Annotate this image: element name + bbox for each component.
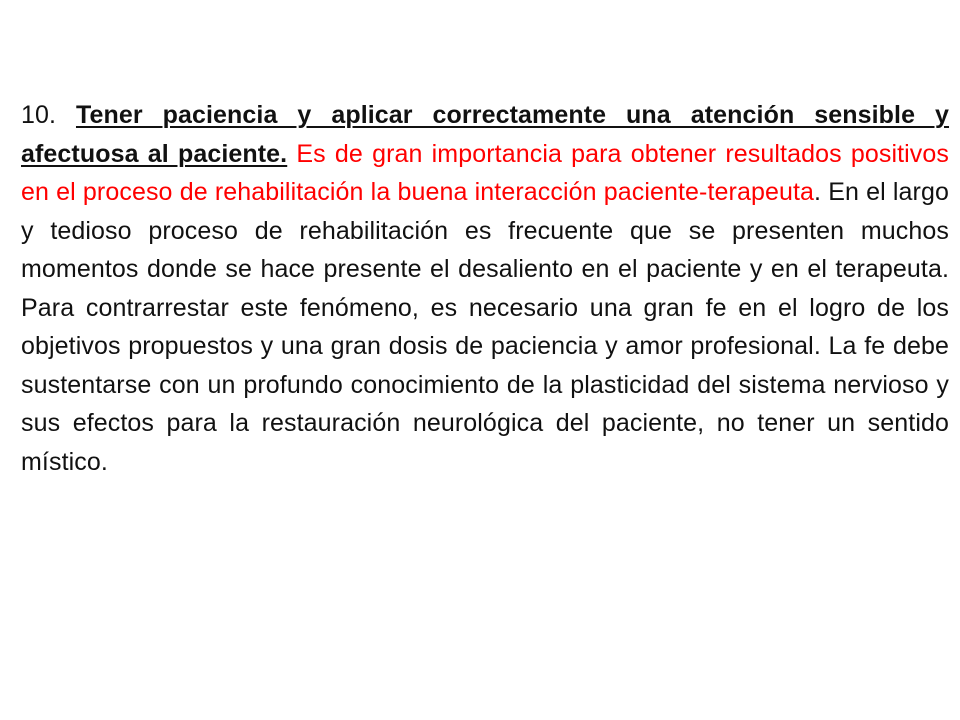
item-number: 10. [21, 101, 57, 129]
item-title: Tener paciencia y aplicar correctamente una atención sensible y afectuosa al paciente. [21, 101, 950, 168]
highlighted-statement: Es de gran importancia para obtener resultados positivos en el proceso de rehabilitación la buena interacción paciente-terapeuta [21, 139, 950, 206]
body-text: . En el largo y tedioso proceso de rehabilitación es frecuente que se presenten muchos momentos donde se hace presente el desaliento en el paciente y en el terapeuta. Para contrarrestar este fenómeno, es necesario una gran fe en el logro de los objetivos propuestos y una gran dosis de paciencia y amor profesional. La fe debe sustentarse con un profundo conocimiento de la plasticidad del sistema nervioso y sus efectos para la restauración neurológica del paciente, no tener un sentido místico. [21, 178, 949, 476]
slide-paragraph [21, 96, 949, 481]
